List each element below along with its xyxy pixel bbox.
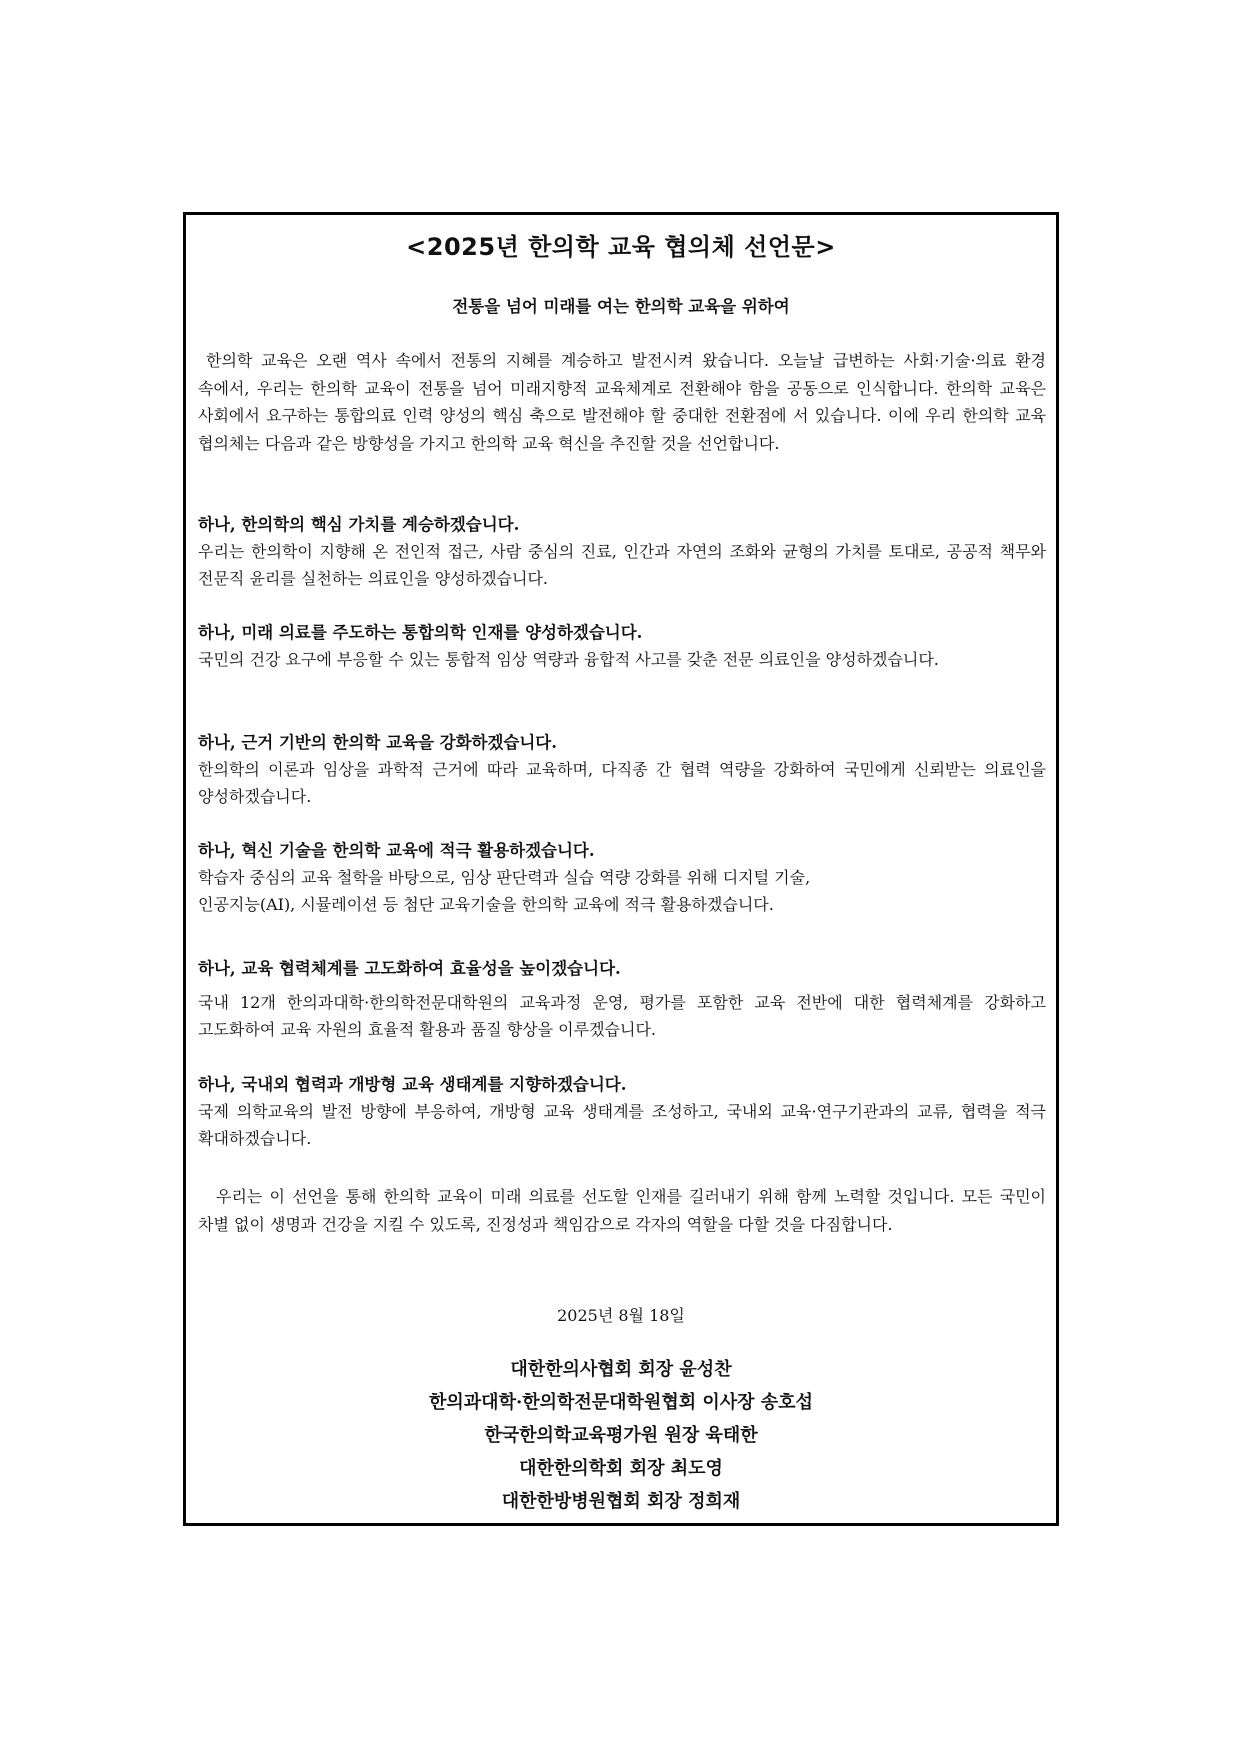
pledge-item <box>198 955 1046 1043</box>
pledge-item <box>198 729 1046 810</box>
pledge-text-line-2: 인공지능(AI), 시뮬레이션 등 첨단 교육기술을 한의학 교육에 적극 활용하겠습니다. <box>198 895 774 914</box>
signatory: 대한한의사협회 회장 윤성찬 <box>510 1359 732 1380</box>
declaration-frame <box>183 212 1059 1526</box>
pledge-heading: 하나, 교육 협력체계를 고도화하여 효율성을 높이겠습니다. <box>198 959 621 978</box>
pledge-heading: 하나, 국내외 협력과 개방형 교육 생태계를 지향하겠습니다. <box>198 1075 627 1094</box>
signatories-list <box>186 1353 1056 1518</box>
pledge-heading: 하나, 미래 의료를 주도하는 통합의학 인재를 양성하겠습니다. <box>198 623 643 642</box>
pledge-text: 국내 12개 한의과대학·한의학전문대학원의 교육과정 운영, 평가를 포함한 교육 전반에 대한 협력체계를 강화하고 고도화하여 교육 자원의 효율적 활용과 품질 향상을 이루겠습니다. <box>198 993 1046 1039</box>
intro-paragraph: 한의학 교육은 오랜 역사 속에서 전통의 지혜를 계승하고 발전시켜 왔습니다. 오늘날 급변하는 사회·기술·의료 환경 속에서, 우리는 한의학 교육이 전통을 넘어 미래지향적 교육체계로 전환해야 함을 공동으로 인식합니다. 한의학 교육은 사회에서 요구하는 통합의료 인력 양성의 핵심 축으로 발전해야 할 중대한 전환점에 서 있습니다. 이에 우리 한의학 교육 협의체는 다음과 같은 방향성을 가지고 한의학 교육 혁신을 추진할 것을 선언합니다. <box>198 351 1046 453</box>
document-subtitle: 전통을 넘어 미래를 여는 한의학 교육을 위하여 <box>452 297 790 316</box>
signatory: 대한한방병원협회 회장 정희재 <box>501 1491 741 1512</box>
signatory: 대한한의학회 회장 최도영 <box>519 1458 723 1479</box>
pledge-text: 한의학의 이론과 임상을 과학적 근거에 따라 교육하며, 다직종 간 협력 역량을 강화하여 국민에게 신뢰받는 의료인을 양성하겠습니다. <box>198 760 1046 806</box>
closing-paragraph: 우리는 이 선언을 통해 한의학 교육이 미래 의료를 선도할 인재를 길러내기 위해 함께 노력할 것입니다. 모든 국민이 차별 없이 생명과 건강을 지킬 수 있도록, 진정성과 책임감으로 각자의 역할을 다할 것을 다짐합니다. <box>198 1187 1046 1234</box>
pledge-text: 우리는 한의학이 지향해 온 전인적 접근, 사람 중심의 진료, 인간과 자연의 조화와 균형의 가치를 토대로, 공공적 책무와 전문직 윤리를 실천하는 의료인을 양성하겠습니다. <box>198 542 1046 588</box>
pledge-item <box>198 511 1046 592</box>
pledge-heading: 하나, 혁신 기술을 한의학 교육에 적극 활용하겠습니다. <box>198 841 595 860</box>
signatory: 한국한의학교육평가원 원장 육태한 <box>484 1425 758 1446</box>
pledge-text-line-1: 학습자 중심의 교육 철학을 바탕으로, 임상 판단력과 실습 역량 강화를 위해 디지털 기술, <box>198 868 811 887</box>
document-title: <2025년 한의학 교육 협의체 선언문> <box>406 233 836 261</box>
signatory: 한의과대학·한의학전문대학원협회 이사장 송호섭 <box>429 1392 813 1413</box>
declaration-date: 2025년 8월 18일 <box>557 1306 685 1325</box>
pledge-item <box>198 1071 1046 1152</box>
pledge-heading: 하나, 근거 기반의 한의학 교육을 강화하겠습니다. <box>198 733 557 752</box>
pledge-heading: 하나, 한의학의 핵심 가치를 계승하겠습니다. <box>198 515 520 534</box>
pledge-text: 국제 의학교육의 발전 방향에 부응하여, 개방형 교육 생태계를 조성하고, 국내외 교육·연구기관과의 교류, 협력을 적극 확대하겠습니다. <box>198 1102 1046 1148</box>
pledge-item <box>198 619 1046 673</box>
pledge-text: 국민의 건강 요구에 부응할 수 있는 통합적 임상 역량과 융합적 사고를 갖춘 전문 의료인을 양성하겠습니다. <box>198 650 939 669</box>
pledge-item <box>198 837 1046 918</box>
